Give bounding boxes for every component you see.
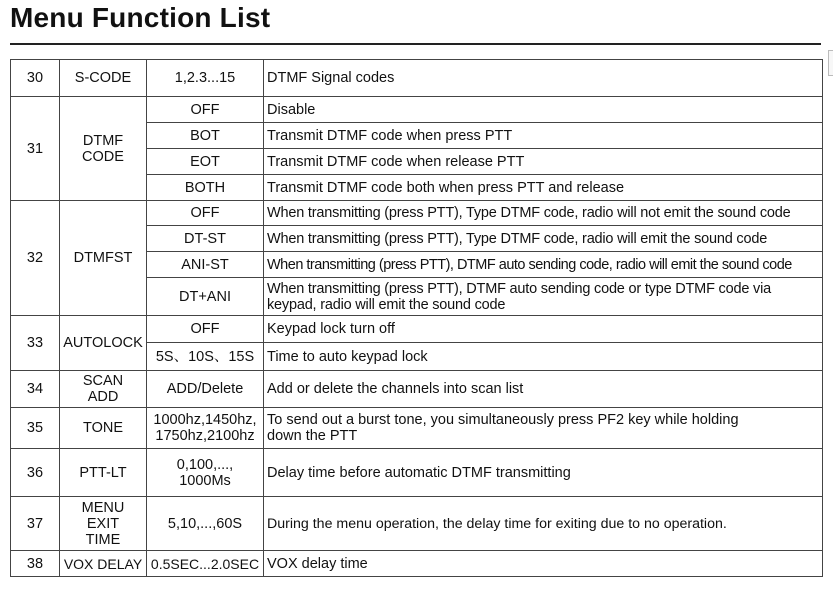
menu-name: DTMF CODE — [60, 97, 147, 201]
menu-number: 31 — [11, 97, 60, 201]
menu-number: 33 — [11, 316, 60, 371]
option-value: OFF — [147, 201, 264, 226]
option-value: OFF — [147, 316, 264, 343]
table-row — [11, 316, 823, 343]
menu-name: TONE — [60, 408, 147, 449]
option-value: BOT — [147, 123, 264, 149]
menu-name: VOX DELAY — [60, 551, 147, 577]
table-row — [11, 97, 823, 123]
table-row — [11, 371, 823, 408]
option-description: Add or delete the channels into scan list — [264, 371, 823, 408]
menu-number: 34 — [11, 371, 60, 408]
menu-number: 35 — [11, 408, 60, 449]
table-row — [11, 449, 823, 497]
option-description: When transmitting (press PTT), Type DTMF code, radio will not emit the sound code — [264, 201, 823, 226]
option-value: OFF — [147, 97, 264, 123]
option-description: Transmit DTMF code both when press PTT and release — [264, 175, 823, 201]
table-row — [11, 60, 823, 97]
option-description: DTMF Signal codes — [264, 60, 823, 97]
option-value: DT-ST — [147, 226, 264, 252]
option-description: Transmit DTMF code when press PTT — [264, 123, 823, 149]
option-description: During the menu operation, the delay time for exiting due to no operation. — [264, 497, 823, 551]
option-description: To send out a burst tone, you simultaneously press PF2 key while holding down the PTT — [264, 408, 823, 449]
option-value: ANI-ST — [147, 252, 264, 278]
option-value: 0.5SEC...2.0SEC — [147, 551, 264, 577]
option-description: Keypad lock turn off — [264, 316, 823, 343]
option-description: Transmit DTMF code when release PTT — [264, 149, 823, 175]
option-value: 5S、10S、15S — [147, 343, 264, 371]
menu-name: AUTOLOCK — [60, 316, 147, 371]
menu-name: DTMFST — [60, 201, 147, 316]
option-description: Delay time before automatic DTMF transmitting — [264, 449, 823, 497]
menu-number: 30 — [11, 60, 60, 97]
menu-name: S-CODE — [60, 60, 147, 97]
menu-name: MENU EXIT TIME — [60, 497, 147, 551]
menu-number: 36 — [11, 449, 60, 497]
menu-number: 32 — [11, 201, 60, 316]
option-value: 0,100,..., 1000Ms — [147, 449, 264, 497]
menu-name: PTT-LT — [60, 449, 147, 497]
option-value: 1000hz,1450hz, 1750hz,2100hz — [147, 408, 264, 449]
table-row — [11, 551, 823, 577]
page-title: Menu Function List — [10, 2, 271, 33]
option-value: BOTH — [147, 175, 264, 201]
option-description: Disable — [264, 97, 823, 123]
option-description: Time to auto keypad lock — [264, 343, 823, 371]
table-row — [11, 408, 823, 449]
option-description: When transmitting (press PTT), Type DTMF code, radio will emit the sound code — [264, 226, 823, 252]
option-value: DT+ANI — [147, 278, 264, 316]
menu-number: 38 — [11, 551, 60, 577]
option-value: ADD/Delete — [147, 371, 264, 408]
option-value: EOT — [147, 149, 264, 175]
table-row — [11, 497, 823, 551]
title-underline — [10, 43, 821, 45]
option-description: VOX delay time — [264, 551, 823, 577]
menu-name: SCAN ADD — [60, 371, 147, 408]
table-row — [11, 201, 823, 226]
menu-function-table — [10, 59, 823, 577]
option-description: When transmitting (press PTT), DTMF auto sending code, radio will emit the sound code — [264, 252, 823, 278]
menu-number: 37 — [11, 497, 60, 551]
option-description: When transmitting (press PTT), DTMF auto sending code or type DTMF code via keypad, radio will emit the sound code — [264, 278, 823, 316]
option-value: 1,2.3...15 — [147, 60, 264, 97]
page-edge-tab — [828, 50, 833, 76]
option-value: 5,10,...,60S — [147, 497, 264, 551]
